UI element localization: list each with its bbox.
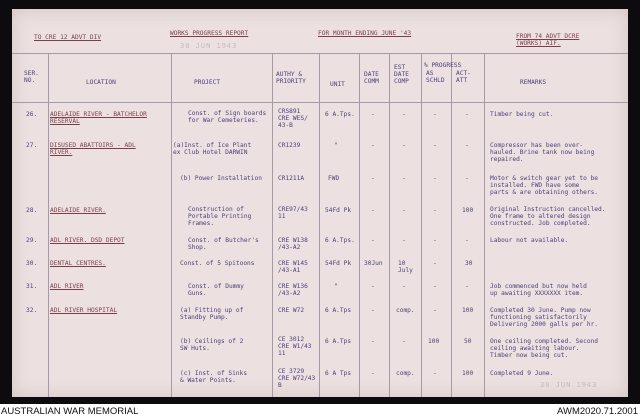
row-unit: 6 A Tps [325,370,352,377]
row-as-sched: - [433,283,437,290]
row-unit: " [334,142,338,149]
row-actual: - [465,142,469,149]
row-unit: 54Fd Pk [325,260,352,267]
row-authority: CR1211A [278,175,305,182]
row-date-comm: - [371,142,375,149]
row-project: Const. of Sign boards for War Cemeteries. [188,110,267,124]
row-est-date: comp. [396,370,415,377]
row-date-comm: - [371,237,375,244]
col-head-location: LOCATION [86,79,116,86]
row-ser: 30. [26,260,38,267]
row-authority: CRE W136 /43-A2 [278,283,308,297]
row-actual: - [465,175,469,182]
row-as-sched: - [433,370,437,377]
row-actual: 50 [464,338,472,345]
row-as-sched: - [433,111,437,118]
row-as-sched: - [433,142,437,149]
row-date-comm: - [371,175,375,182]
row-date-comm: - [371,111,375,118]
row-project: Const. of Butcher's Shop. [188,237,259,251]
row-project: (b) Power Installation [180,175,262,182]
header-bottom-rule [12,102,628,103]
row-project: Const. of Dummy Guns. [188,283,244,297]
header-from: FROM 74 ADVT DCRE (WORKS) AIF. [516,33,580,47]
row-authority: CRE W138 /43-A2 [278,237,308,251]
row-project: (a) Fitting up of Standby Pump. [180,307,244,321]
row-location: DENTAL CENTRES. [50,260,106,267]
row-ser: 31. [26,283,38,290]
col-divider [359,53,360,397]
row-unit: 54Fd Pk [325,207,352,214]
row-remarks: Motor & switch gear yet to be installed. FWD have some parts & are obtaining others. [490,175,599,196]
row-est-date: - [402,175,406,182]
row-est-date: 10 July [398,260,413,274]
row-as-sched: - [433,307,437,314]
col-divider [171,53,172,397]
row-actual: 100 [462,207,474,214]
row-unit: 6 A.Tps [325,338,352,345]
col-head-date-comm: DATE COMM [364,71,379,85]
row-ser: 28. [26,207,38,214]
row-location: ADL RIVER. DSD DEPOT [50,237,125,244]
row-remarks: Completed 30 June. Pump now functioning satisfactorily Delivering 2000 galls per hr. [490,307,599,328]
row-remarks: Original Instruction cancelled. One frame to altered design constructed. Job completed. [490,206,606,227]
row-location: ADL RIVER [50,283,84,290]
row-ser: 26. [26,111,38,118]
row-authority: CRE W72 [278,307,305,314]
row-remarks: Job commenced but now held up awaiting XXXXXXX item. [490,283,587,297]
row-authority: CRE97/43 11 [278,206,308,220]
row-authority: CE 3729 CRE W72/43 B [278,368,316,389]
row-est-date: - [402,338,406,345]
col-head-progress: % PROGRESS [424,62,462,69]
row-remarks: Completed 9 June. [490,370,554,377]
row-authority: CRE W145 /43-A1 [278,260,308,274]
row-actual: - [465,111,469,118]
row-unit: FWD [328,175,340,182]
row-remarks: One ceiling completed. Second ceiling awaiting labour. Timber now being cut. [490,338,599,359]
header-report: WORKS PROGRESS REPORT [170,30,249,37]
row-date-comm: - [371,207,375,214]
col-head-ser: SER. NO. [24,70,39,84]
row-authority: CE 3012 CRE W1/43 11 [278,336,312,357]
col-head-unit: UNIT [330,81,345,88]
col-divider [319,53,320,397]
col-divider [484,53,485,397]
header-to: TO CRE 12 ADVT DIV [34,34,102,41]
row-as-sched: - [433,237,437,244]
row-est-date: - [402,111,406,118]
row-location: DISUSED ABATTOIRS - ADL RIVER. [50,142,136,156]
row-authority: CR1239 [278,142,301,149]
row-project: Const. of 5 Spitoons [180,260,255,267]
row-as-sched: - [433,260,437,267]
row-unit: 6 A.Tps. [325,237,355,244]
archive-reference: AWM2020.71.2001 [557,406,638,417]
archive-credit: AUSTRALIAN WAR MEMORIAL [1,406,139,417]
row-as-sched: 100 [428,338,440,345]
row-unit: 6 A.Tps. [325,111,355,118]
row-est-date: comp. [396,307,415,314]
row-remarks: Timber being cut. [490,111,554,118]
report-sheet [12,9,628,397]
row-unit: 6 A.Tps [325,307,352,314]
row-date-comm: 30Jun [364,260,383,267]
row-actual: 100 [462,307,474,314]
row-actual: - [465,283,469,290]
row-project: (c) Inst. of Sinks & Water Points. [180,370,248,384]
row-remarks: Compressor has been over- hauled. Brine tank now being repaired. [490,142,595,163]
col-head-actual: ACT- ATT [456,70,471,84]
row-est-date: - [402,237,406,244]
row-location: ADL RIVER HOSPITAL [50,307,118,314]
row-ser: 32. [26,307,38,314]
row-est-date: - [402,142,406,149]
row-as-sched: - [433,175,437,182]
col-head-authy: AUTHY & PRIORITY [276,71,306,85]
table-top-rule [12,53,628,54]
row-remarks: Labour not available. [490,237,569,244]
row-project: (b) Ceilings of 2 SW Huts. [180,338,244,352]
col-divider [421,53,422,397]
row-date-comm: - [371,370,375,377]
received-stamp: 30 JUN 1943 [180,42,238,50]
col-divider [48,53,49,397]
row-actual: 30 [465,260,473,267]
row-ser: 29. [26,237,38,244]
col-divider [451,53,452,397]
row-project: (a)Inst. of Ice Plant ex Club Hotel DARWIN [173,142,252,156]
header-month: FOR MONTH ENDING JUNE '43 [318,30,412,37]
col-head-remarks: REMARKS [520,79,547,86]
col-divider [389,53,390,397]
row-project: Construction of Portable Printing Frames. [188,206,252,227]
row-actual: 100 [462,370,474,377]
row-est-date: - [402,207,406,214]
row-ser: 27. [26,142,38,149]
col-head-as-sched: AS SCHLD [426,70,445,84]
row-as-sched: - [433,207,437,214]
col-head-project: PROJECT [194,79,221,86]
row-date-comm: - [371,283,375,290]
row-actual: - [465,237,469,244]
row-unit: " [334,283,338,290]
bottom-stamp: 30 JUN 1943 [540,381,598,389]
row-est-date: - [402,283,406,290]
row-location: ADELAIDE RIVER - BATCHELOR RESERVAL [50,111,147,125]
row-location: ADELAIDE RIVER. [50,207,106,214]
row-date-comm: - [371,307,375,314]
row-date-comm: - [371,338,375,345]
col-divider [272,53,273,397]
row-authority: CRS891 CRE WES/ 43-B [278,108,308,129]
col-head-est-date: EST DATE COMP [394,64,409,85]
